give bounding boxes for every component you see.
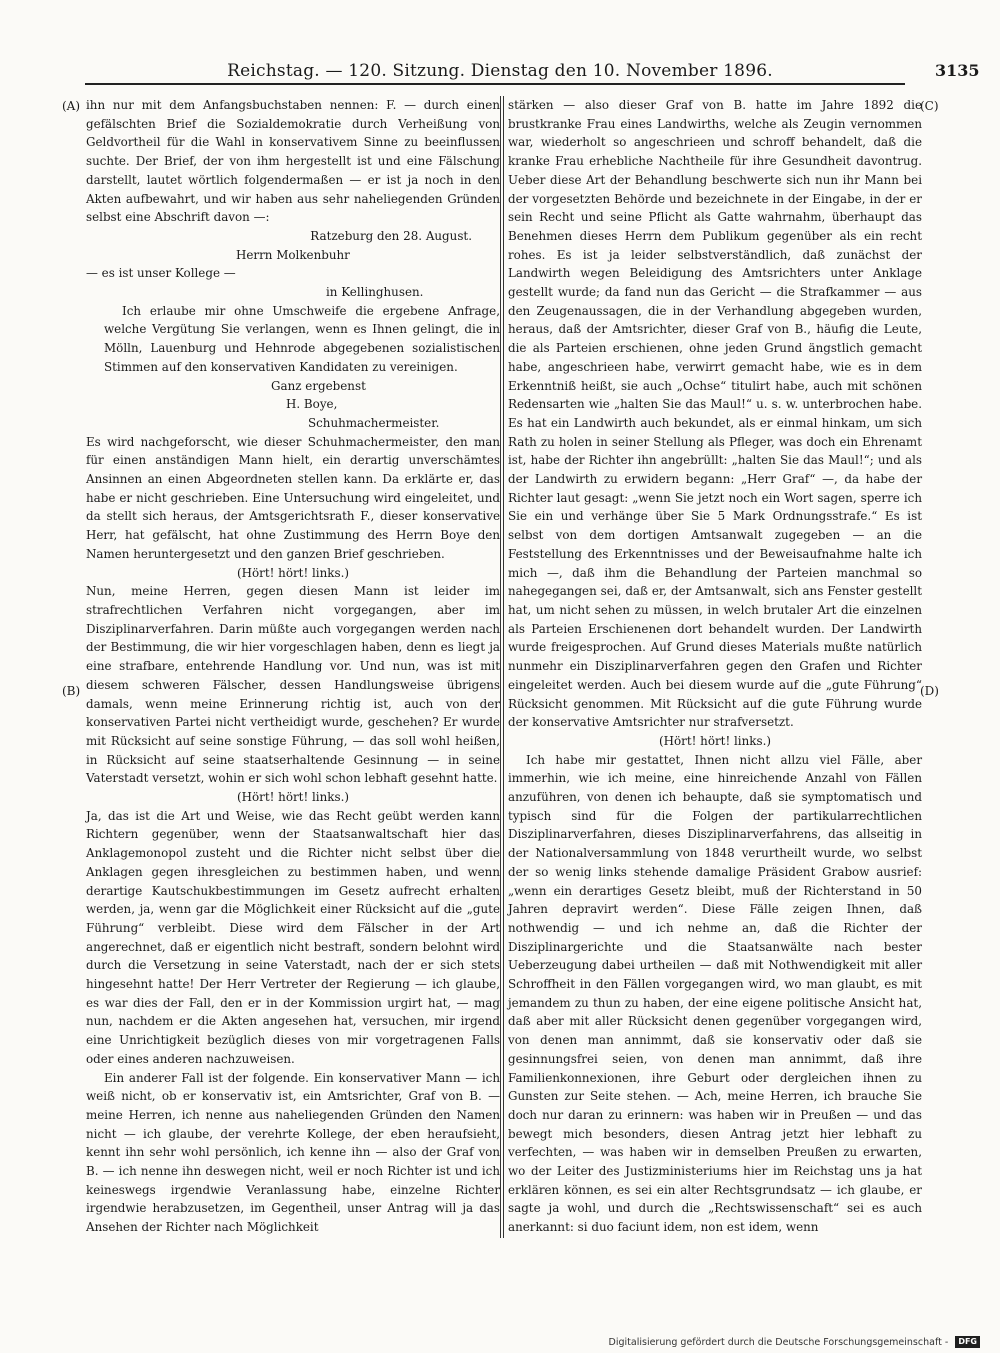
paragraph: Ja, das ist die Art und Weise, wie das Recht geübt werden kann Richtern gegenüber, wenn der Staatsanwaltschaft hier das Anklagemonopol zusteht und die Richter nicht selbst über die Anklagen gegen ihresgleichen zu bestimmen haben, und wenn derartige Kautschukbestimmungen im Gesetz aufrecht erhalten werden, ja, wenn gar die Möglichkeit einer Rücksicht auf die „gute Führung“ verbleibt. Diese wird dem Fälscher in der Art angerechnet, daß er eigentlich nicht bestraft, sondern belohnt wird durch die Versetzung in seine Vaterstadt, nach der er sich stets hingesehnt hatte! Der Herr Vertreter der Regierung — ich glaube, es war dies der Fall, den er in der Kommission urgirt hat, — mag nun, nachdem er die Akten angesehen hat, versuchen, mir irgend eine Unrichtigkeit bezüglich dieses von mir vorgetragenen Falls oder eines anderen nachzuweisen. — [86, 808, 500, 1066]
header-rule — [85, 83, 905, 85]
paragraph: Ich habe mir gestattet, Ihnen nicht allzu viel Fälle, aber immerhin, wie ich meine, eine hinreichende Anzahl von Fällen anzuführen, von denen ich behaupte, daß sie symptomatisch und typisch sind für die Folgen der partikularrechtlichen Disziplinarverfahren, dieses Disziplinarverfahrens, das allseitig in der Nationalversammlung von 1848 verurtheilt wurde, wo selbst der so wenig links stehende damalige Präsident Grabow ausrief: „wenn ein derartiges Gesetz bleibt, muß der Richterstand in 50 Jahren depravirt werden“. Diese Fälle zeigen Ihnen, daß nothwendig — und ich nehme an, daß die Richter der Disziplinargerichte und die Staatsanwälte nach bester Ueberzeugung dabei urtheilen — daß mit Nothwendigkeit mit aller Schroffheit in den Fällen vorgegangen wird, wo man glaubt, es mit jemandem zu thun zu haben, der eine eigene politische Ansicht hat, daß aber mit aller Rücksicht denen gegenüber vorgegangen wird, von denen man annimmt, daß sie konservativ oder daß sie gesinnungsfrei seien, von denen man annimmt, daß ihre Familienkonnexionen, ihre Geburt oder dergleichen ihnen zu Gunsten zur Seite stehen. — Ach, meine Herren, ich brauche Sie doch nur daran zu erinnern: was haben wir in Preußen — und das bewegt mich besonders, diesen Antrag jetzt hier lebhaft zu verfechten, — was haben wir in demselben Preußen zu erwarten, wo der Leiter des Justizministeriums hier im Reichstag uns ja hat erklären können, es sei ein alter Rechtsgrundsatz — ich glaube, er sagte ja wohl, und durch die „Rechtswissenschaft“ sei es auch anerkannt: si duo faciunt idem, non est idem, wenn — [508, 752, 922, 1235]
letter-aside: — es ist unser Kollege — — [86, 266, 236, 281]
margin-marker-a: (A) — [62, 99, 81, 113]
column-divider — [500, 96, 501, 1238]
page-number: 3135 — [935, 61, 980, 80]
digitization-credit — [600, 1336, 980, 1349]
column-divider — [503, 96, 504, 1238]
right-column — [508, 96, 922, 1237]
letter-place: in Kellinghusen. — [326, 285, 424, 300]
interjection: (Hört! hört! links.) — [236, 565, 349, 580]
paragraph: Es wird nachgeforscht, wie dieser Schuhmachermeister, den man für einen anständigen Mann hielt, ein derartig unverschämtes Ansinnen an einen Abgeordneten stellen kann. Da erklärte er, das habe er nicht geschrieben. Eine Untersuchung wird eingeleitet, und da stellt sich heraus, der Amtsgerichtsrath F., dieser konservative Herr, hat gefälscht, hat ohne Zustimmung des Herrn Boye den Namen heruntergesetzt und den ganzen Brief geschrieben. — [86, 434, 500, 561]
letter-closing: Ganz ergebenst — [271, 378, 366, 393]
margin-marker-b: (B) — [62, 684, 81, 698]
letter-signature-title: Schuhmachermeister. — [308, 415, 440, 430]
left-column — [86, 96, 500, 1237]
letter-signature: H. Boye, — [286, 397, 338, 412]
paragraph: Ein anderer Fall ist der folgende. Ein konservativer Mann — ich weiß nicht, ob er konservativ ist, ein Amtsrichter, Graf von B. — meine Herren, ich nenne aus naheliegenden Gründen den Namen nicht — ich glaube, der verehrte Kollege, der eben heraufsieht, kennt ihn sehr wohl persönlich, ich kenne ihn — also der Graf von B. — ich nenne ihn deswegen nicht, weil er noch Richter ist und ich keineswegs irgendwie Veranlassung habe, einzelne Richter irgendwie herabzusetzen, im Gegentheil, unser Antrag will ja das Ansehen der Richter nach Möglichkeit — [86, 1070, 500, 1235]
letter-date: Ratzeburg den 28. August. — [310, 228, 472, 243]
paragraph: Nun, meine Herren, gegen diesen Mann ist leider im strafrechtlichen Verfahren nicht vorgegangen, aber im Disziplinarverfahren. Darin müßte auch vorgegangen werden nach der Bestimmung, die wir hier vorgeschlagen haben, denn es liegt ja eine strafbare, entehrende Handlung vor. Und nun, was ist mit diesem schweren Fälscher, dessen Handlungsweise übrigens damals, wenn meine Erinnerung richtig ist, auch von der konservativen Partei nicht vertheidigt wurde, geschehen? Er wurde mit Rücksicht auf seine sonstige Führung, — das soll wohl heißen, in Rücksicht auf seine staatserhaltende Gesinnung — in seine Vaterstadt versetzt, wohin er sich wohl schon lebhaft gesehnt hatte. — [86, 584, 500, 786]
margin-marker-c: (C) — [920, 99, 939, 113]
paragraph: stärken — also dieser Graf von B. hatte im Jahre 1892 die brustkranke Frau eines Landwirths, welche als Zeugin vernommen war, wiederholt so angeschrieen und schroff behandelt, daß die kranke Frau erhebliche Nachtheile für ihre Gesundheit davontrug. Ueber diese Art der Behandlung beschwerte sich nun ihr Mann bei der vorgesetzten Behörde und bezeichnete in der Eingabe, in der er sein Recht und seine Pflicht als Gatte wahrnahm, überhaupt das Benehmen dieses Herrn dem Publikum gegenüber als ein recht rohes. Es ist ja leider selbstverständlich, daß zunächst der Landwirth wegen Beleidigung des Amtsrichters unter Anklage gestellt wurde; da fand nun das Gericht — die Strafkammer — aus den Zeugenaussagen, die in der Verhandlung abgegeben wurden, heraus, daß der Amtsrichter, dieser Graf von B., häufig die Leute, die als Parteien erschienen, ohne jeden Grund ängstlich gemacht habe, angeschrieen habe, verwirrt gemacht habe, wie es in dem Erkenntniß heißt, sie auch „Ochse“ titulirt habe, auch mit schönen Redensarten wie „halten Sie das Maul!“ u. s. w. unterbrochen habe. Es hat ein Landwirth auch bekundet, als er einmal hinkam, um sich Rath zu holen in seiner Stellung als Pfleger, was doch ein Ehrenamt ist, habe der Richter ihn angebrüllt: „halten Sie das Maul!“; und als der Landwirth zu erwidern begann: „Herr Graf“ —, da habe der Richter laut gesagt: „wenn Sie jetzt noch ein Wort sagen, sperre ich Sie ein und verhänge über Sie 5 Mark Ordnungsstrafe.“ Es ist selbst von dem dortigen Amtsanwalt zugegeben — an die Feststellung des Erkenntnisses und der Beweisaufnahme halte ich mich —, daß ihm die Behandlung der Parteien manchmal so nahegegangen sei, daß er, der Amtsanwalt, sich ans Fenster gestellt hat, um nicht sehen zu müssen, in welch brutaler Art die einzelnen als Parteien Erschienenen dort behandelt wurden. Der Landwirth wurde freigesprochen. Auf Grund dieses Materials mußte natürlich nunmehr ein Disziplinarverfahren gegen den Grafen und Richter eingeleitet werden. Auch bei diesem wurde auf die „gute Führung“ Rücksicht genommen. Mit Rücksicht auf die gute Führung wurde der konservative Amtsrichter nur strafversetzt. — [508, 98, 922, 730]
paragraph: ihn nur mit dem Anfangsbuchstaben nennen: F. — durch einen gefälschten Brief die Sozialdemokratie durch Verheißung von Geldvortheil für die Wahl in konservativem Sinne zu beeinflussen suchte. Der Brief, der von ihm hergestellt ist und eine Fälschung darstellt, lautet wörtlich folgendermaßen — er ist ja noch in den Akten aufbewahrt, und wir haben aus sehr naheliegenden Gründen selbst eine Abschrift davon —: — [86, 98, 500, 225]
digitization-credit-text: Digitalisierung gefördert durch die Deutsche Forschungsgemeinschaft - — [608, 1337, 949, 1348]
running-header-title: Reichstag. — 120. Sitzung. Dienstag den 10. November 1896. — [227, 61, 773, 81]
letter-body: Ich erlaube mir ohne Umschweife die ergebene Anfrage, welche Vergütung Sie verlangen, wenn es Ihnen gelingt, die in Mölln, Lauenburg und Hehnrode abgegebenen sozialistischen Stimmen auf den konservativen Kandidaten zu vereinigen. — [104, 303, 500, 374]
letter-recipient: Herrn Molkenbuhr — [236, 247, 350, 262]
interjection: (Hört! hört! links.) — [658, 733, 771, 748]
margin-marker-d: (D) — [920, 684, 939, 698]
dfg-logo: DFG — [955, 1336, 980, 1348]
interjection: (Hört! hört! links.) — [236, 790, 349, 805]
